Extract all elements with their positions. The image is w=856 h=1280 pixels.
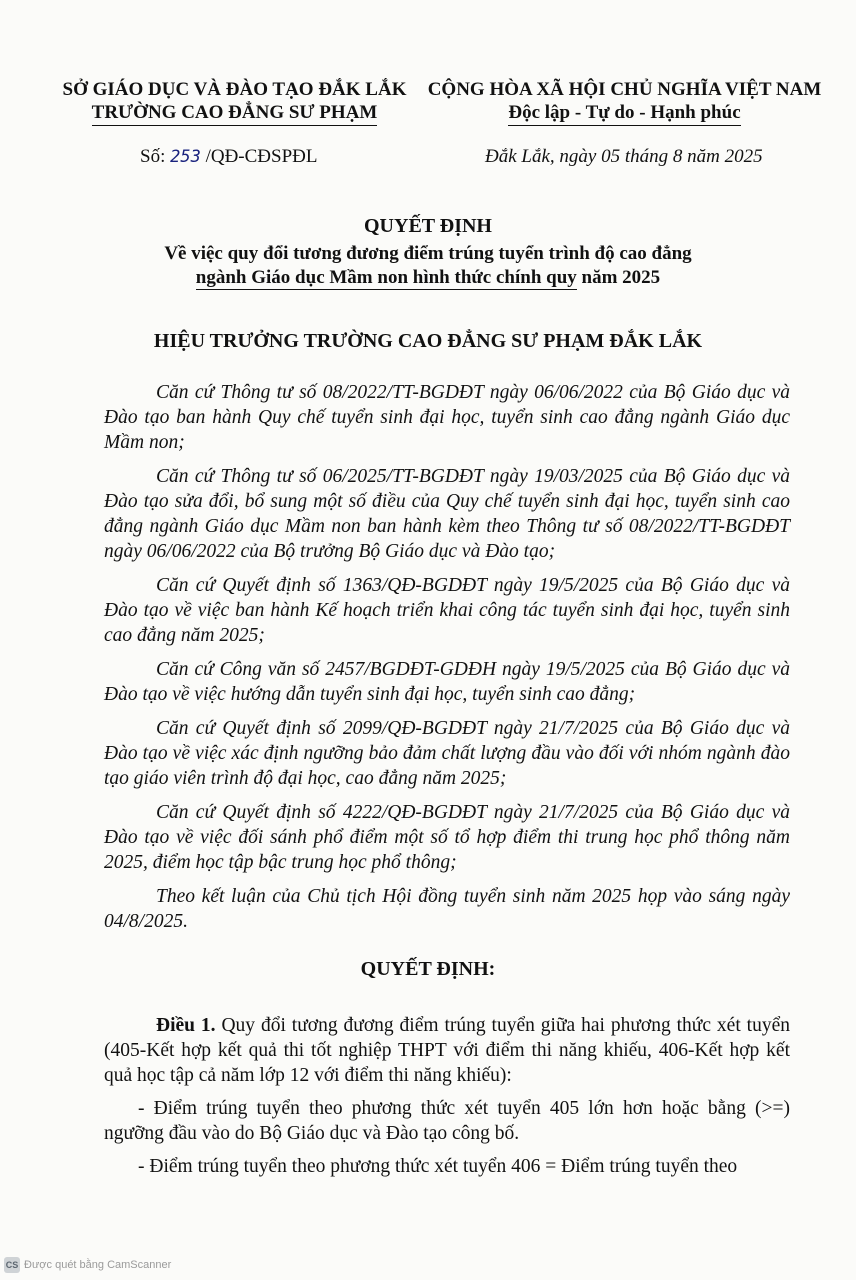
decision-heading: QUYẾT ĐỊNH:: [360, 958, 496, 980]
article-1: [104, 1013, 790, 1088]
document-number-handwritten: 253: [170, 147, 201, 167]
legal-basis-item: Theo kết luận của Chủ tịch Hội đồng tuyển sinh năm 2025 họp vào sáng ngày 04/8/2025.: [104, 886, 790, 932]
subject-line-2-rest: năm 2025: [576, 267, 661, 288]
issuer-school: TRƯỜNG CAO ĐẲNG SƯ PHẠM: [92, 101, 378, 126]
national-motto: Độc lập - Tự do - Hạnh phúc: [508, 101, 740, 126]
camscanner-icon: CS: [4, 1257, 20, 1273]
legal-basis-item: Căn cứ Thông tư số 06/2025/TT-BGDĐT ngày 19/03/2025 của Bộ Giáo dục và Đào tạo sửa đổi, bổ sung một số điều của Quy chế tuyển sinh đại học, tuyển sinh cao đẳng ngành Giáo dục Mầm non ban hành kèm theo Thông tư số 08/2022/TT-BGDĐT ngày 06/06/2022 của Bộ trưởng Bộ Giáo dục và Đào tạo;: [104, 466, 790, 562]
subject-line-1: Về việc quy đổi tương đương điểm trúng tuyển trình độ cao đẳng: [164, 243, 692, 264]
document-date: Đắk Lắk, ngày 05 tháng 8 năm 2025: [485, 146, 763, 167]
scanner-watermark: [4, 1256, 171, 1274]
document-subject: [60, 242, 796, 290]
legal-basis-item: Căn cứ Quyết định số 2099/QĐ-BGDĐT ngày 21/7/2025 của Bộ Giáo dục và Đào tạo về việc xác định ngưỡng bảo đảm chất lượng đầu vào đối với nhóm ngành đào tạo giáo viên trình độ đại học, cao đẳng năm 2025;: [104, 718, 790, 789]
issuer-department: SỞ GIÁO DỤC VÀ ĐÀO TẠO ĐẮK LẮK: [62, 79, 407, 100]
country-name: CỘNG HÒA XÃ HỘI CHỦ NGHĨA VIỆT NAM: [427, 79, 822, 100]
issuer-block: [62, 78, 407, 126]
national-motto-block: [412, 78, 837, 126]
article-1-text: Quy đổi tương đương điểm trúng tuyển giữa hai phương thức xét tuyển (405-Kết hợp kết quả thi tốt nghiệp THPT với điểm thi năng khiếu, 406-Kết hợp kết quả học tập cả năm lớp 12 với điểm thi năng khiếu):: [104, 1015, 790, 1086]
article-1-label: Điều 1.: [156, 1015, 216, 1036]
subject-line-2-underlined: ngành Giáo dục Mầm non hình thức chính quy: [195, 267, 577, 288]
scanner-watermark-text: Được quét bằng CamScanner: [24, 1259, 172, 1271]
document-number-prefix: Số:: [140, 146, 171, 167]
document-number: [140, 146, 317, 168]
legal-basis-item: Căn cứ Quyết định số 1363/QĐ-BGDĐT ngày 19/5/2025 của Bộ Giáo dục và Đào tạo về việc ban hành Kế hoạch triển khai công tác tuyển sinh đại học, tuyển sinh cao đẳng năm 2025;: [104, 575, 790, 646]
legal-basis-item: Căn cứ Quyết định số 4222/QĐ-BGDĐT ngày 21/7/2025 của Bộ Giáo dục và Đào tạo về việc đối sánh phổ điểm một số tổ hợp điểm thi trung học phổ thông năm 2025, điểm học tập bậc trung học phổ thông;: [104, 802, 790, 873]
article-1-item-2: - Điểm trúng tuyển theo phương thức xét tuyển 406 = Điểm trúng tuyển theo: [138, 1156, 738, 1177]
document-title: QUYẾT ĐỊNH: [364, 215, 492, 237]
legal-basis-item: Căn cứ Thông tư số 08/2022/TT-BGDĐT ngày 06/06/2022 của Bộ Giáo dục và Đào tạo ban hành Quy chế tuyển sinh đại học, tuyển sinh cao đẳng ngành Giáo dục Mầm non;: [104, 382, 790, 453]
document-number-suffix: /QĐ-CĐSPĐL: [200, 146, 318, 167]
article-1-item-1: - Điểm trúng tuyển theo phương thức xét tuyển 405 lớn hơn hoặc bằng (>=) ngưỡng đầu vào do Bộ Giáo dục và Đào tạo công bố.: [104, 1098, 790, 1144]
articles: [104, 1013, 790, 1187]
legal-basis-item: Căn cứ Công văn số 2457/BGDĐT-GDĐH ngày 19/5/2025 của Bộ Giáo dục và Đào tạo về việc hướng dẫn tuyển sinh đại học, tuyển sinh cao đẳng;: [104, 659, 790, 705]
legal-bases: [104, 380, 790, 943]
authority-heading: HIỆU TRƯỞNG TRƯỜNG CAO ĐẲNG SƯ PHẠM ĐẮK LẮK: [153, 330, 703, 352]
